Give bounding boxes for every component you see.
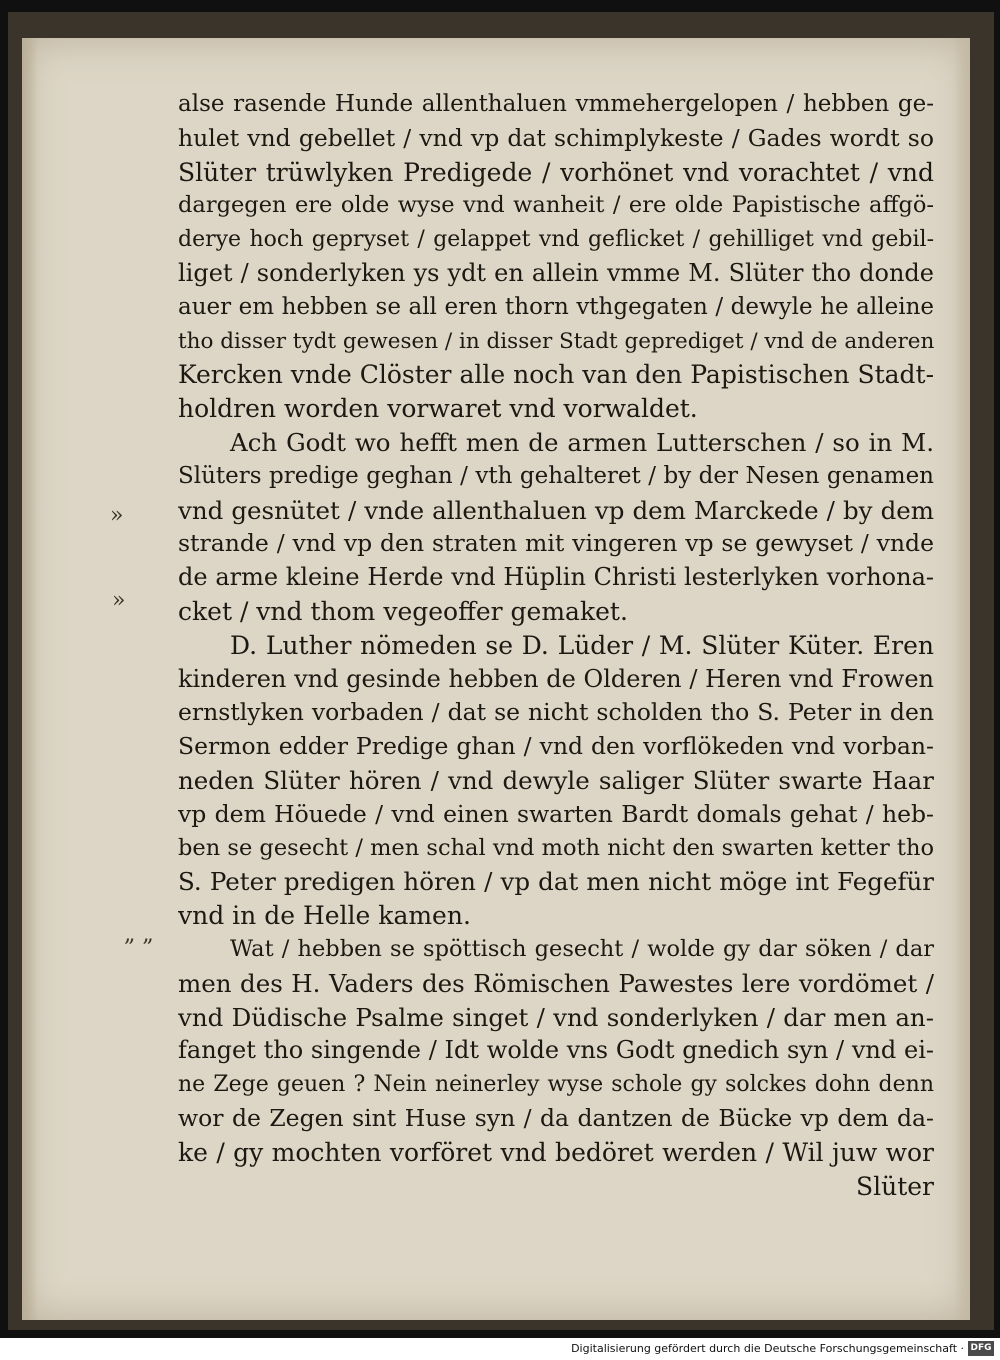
text-line: strande / vnd vp den straten mit vingeren vp se gewyset / vnde [178,529,934,558]
text-line: derye hoch gepryset / gelappet vnd geflicket / gehilliget vnd gebil- [178,227,934,253]
text-line: D. Luther nömeden se D. Lüder / M. Slüter Küter. Eren [230,630,934,660]
marginal-mark: » [112,588,126,613]
footer-bar [0,1338,1000,1360]
text-line: auer em hebben se all eren thorn vthgegaten / dewyle he alleine [178,293,934,320]
text-line: liget / sonderlyken ys ydt en allein vmme M. Slüter tho donde [178,258,934,287]
text-line: men des H. Vaders des Römischen Pawestes lere vordömet / [178,968,934,998]
text-line: hulet vnd gebellet / vnd vp dat schimplykeste / Gades wordt so [178,123,934,152]
marginal-mark: „ „ [124,922,154,947]
text-line: ke / gy mochten vorföret vnd bedöret werden / Wil juw wor [178,1137,934,1167]
footer-credit: Digitalisierung gefördert durch die Deutsche Forschungsgemeinschaft · [571,1342,964,1355]
text-line: Slüter trüwlyken Predigede / vorhönet vnd vorachtet / vnd [178,157,934,187]
text-line: fanget tho singende / Idt wolde vns Godt gnedich syn / vnd ei- [178,1036,934,1065]
page-gutter [22,38,38,1320]
text-line: wor de Zegen sint Huse syn / da dantzen de Bücke vp dem da- [178,1103,934,1132]
text-line: Wat / hebben se spöttisch gesecht / wolde gy dar söken / dar [230,935,934,962]
text-line: vp dem Höuede / vnd einen swarten Bardt domals gehat / heb- [178,799,934,828]
page-edge [954,38,970,1320]
marginal-mark: » [110,503,124,528]
text-line: S. Peter predigen hören / vp dat men nicht möge int Fegefür [178,867,934,897]
text-line: Slüters predige geghan / vth gehalteret / by der Nesen genamen [178,462,934,489]
text-line: de arme kleine Herde vnd Hüplin Christi lesterlyken vorhona- [178,563,934,592]
text-line: ne Zege geuen ? Nein neinerley wyse schole gy solckes dohn denn [178,1072,934,1098]
text-line: alse rasende Hunde allenthaluen vmmehergelopen / hebben ge- [178,91,934,117]
text-line: Sermon edder Predige ghan / vnd den vorflökeden vnd vorban- [178,732,934,761]
catchword: Slüter [855,1171,934,1201]
text-line: cket / vnd thom vegeoffer gemaket. [178,596,628,626]
text-line: dargegen ere olde wyse vnd wanheit / ere olde Papistische affgö- [178,192,934,219]
text-line: ben se gesecht / men schal vnd moth nicht den swarten ketter tho [178,834,934,861]
text-line: neden Slüter hören / vnd dewyle saliger Slüter swarte Haar [178,765,934,795]
text-line: kinderen vnd gesinde hebben de Olderen / Heren vnd Frowen [178,664,934,693]
text-line: Ach Godt wo hefft men de armen Lutterschen / so in M. [230,427,934,457]
text-line: vnd Düdische Psalme singet / vnd sonderlyken / dar men an- [178,1002,934,1032]
text-line: ernstlyken vorbaden / dat se nicht scholden tho S. Peter in den [178,698,934,727]
text-line: tho disser tydt gewesen / in disser Stadt geprediget / vnd de anderen [178,328,934,354]
text-line: vnd gesnütet / vnde allenthaluen vp dem Marckede / by dem [178,495,934,525]
page-text [178,88,934,1203]
text-line: holdren worden vorwaret vnd vorwaldet. [178,394,698,424]
text-line: vnd in de Helle kamen. [178,901,471,931]
dfg-logo: DFG [968,1341,994,1356]
text-line: Kercken vnde Clöster alle noch van den Papistischen Stadt- [178,360,934,390]
